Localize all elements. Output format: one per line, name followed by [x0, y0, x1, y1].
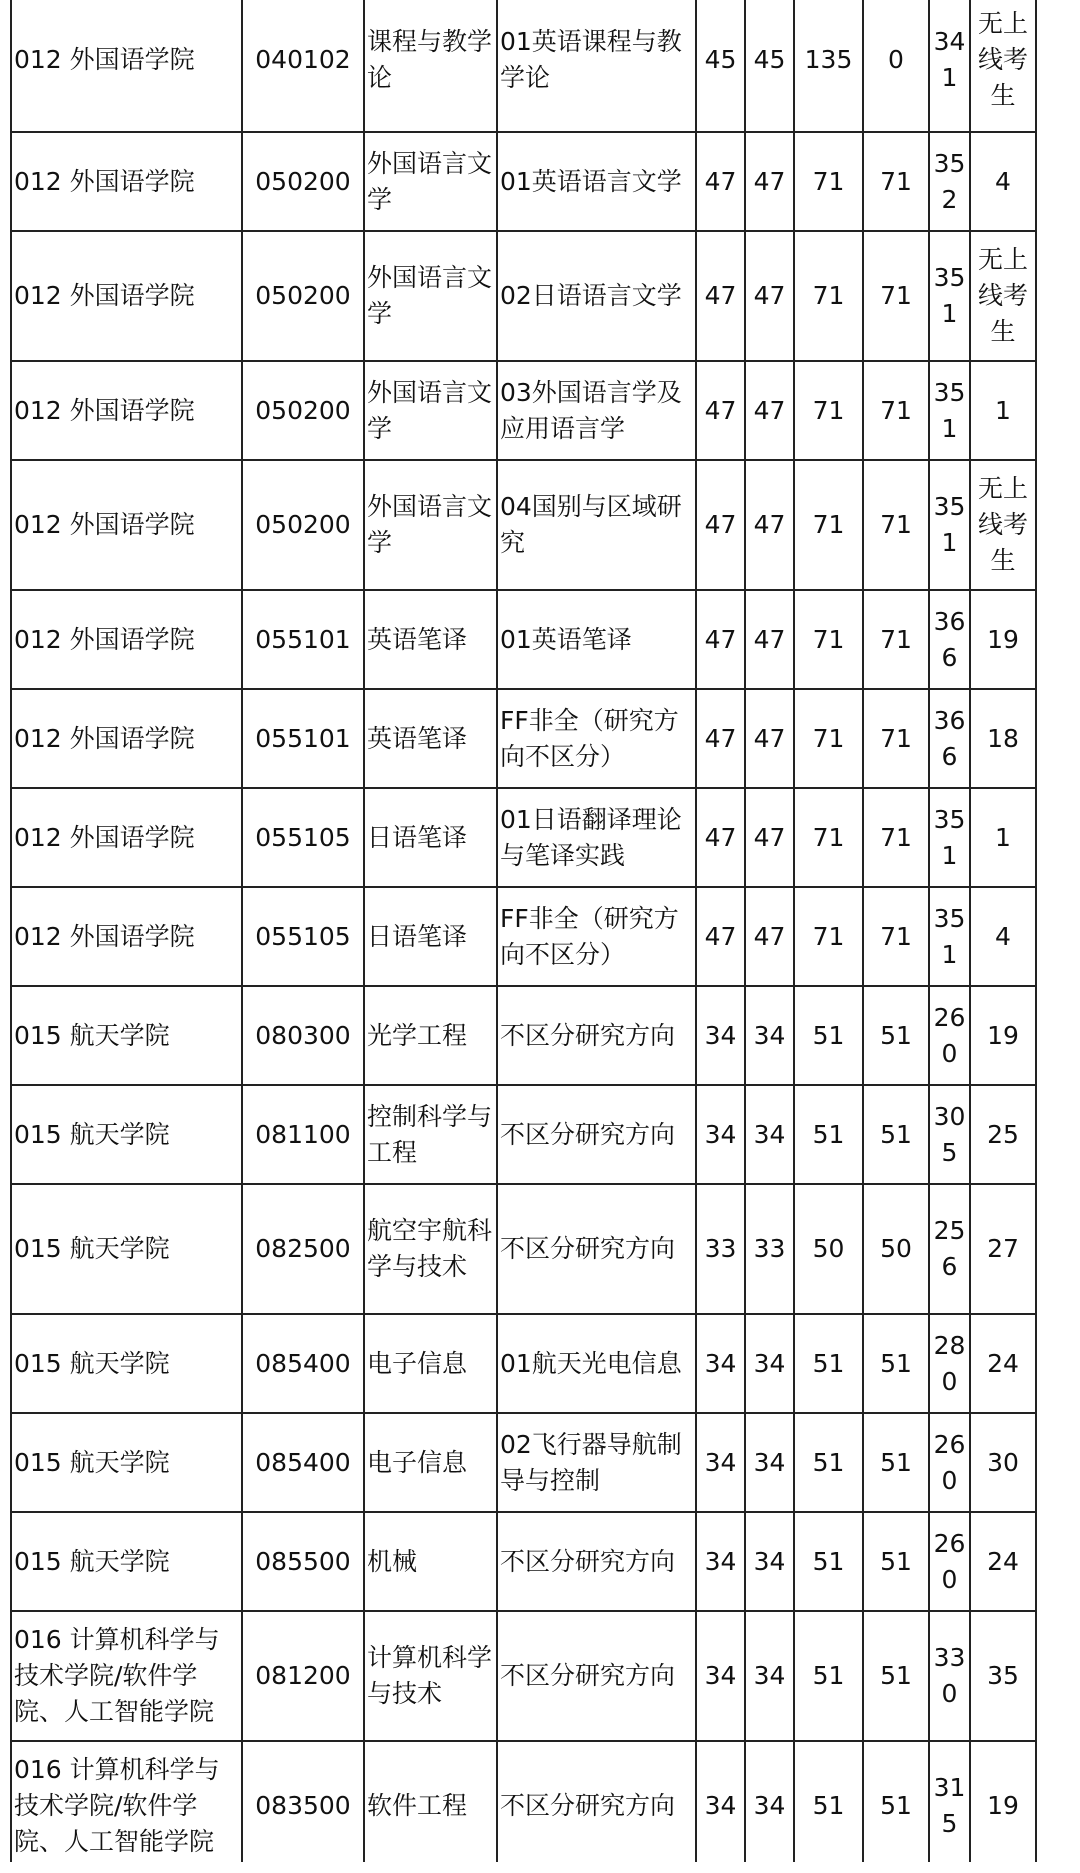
qualified-count-cell: 27 — [970, 1184, 1036, 1314]
major-code-cell: 085400 — [242, 1314, 364, 1413]
table-body — [11, 0, 1036, 1871]
score-1-cell: 34 — [696, 1314, 745, 1413]
major-code-cell: 081200 — [242, 1611, 364, 1741]
direction-cell: 01英语课程与教学论 — [497, 0, 696, 132]
college-cell: 015 航天学院 — [11, 1085, 242, 1184]
score-4-cell: 51 — [863, 1085, 929, 1184]
direction-cell: 01英语笔译 — [497, 590, 696, 689]
score-1-cell: 34 — [696, 1512, 745, 1611]
qualified-count-cell: 24 — [970, 1314, 1036, 1413]
major-name-cell: 电子信息 — [364, 1413, 497, 1512]
table-row — [11, 689, 1036, 788]
total-score-cell: 351 — [929, 887, 970, 986]
college-cell: 015 航天学院 — [11, 1512, 242, 1611]
college-cell: 015 航天学院 — [11, 986, 242, 1085]
major-name-cell: 课程与教学论 — [364, 0, 497, 132]
major-code-cell: 050200 — [242, 460, 364, 590]
score-3-cell: 51 — [794, 1512, 863, 1611]
direction-cell: 不区分研究方向 — [497, 1741, 696, 1871]
score-1-cell: 47 — [696, 132, 745, 231]
table-row — [11, 1512, 1036, 1611]
score-3-cell: 71 — [794, 887, 863, 986]
score-2-cell: 47 — [745, 231, 794, 361]
score-4-cell: 71 — [863, 460, 929, 590]
major-code-cell: 040102 — [242, 0, 364, 132]
score-3-cell: 51 — [794, 986, 863, 1085]
college-cell: 016 计算机科学与技术学院/软件学院、人工智能学院 — [11, 1611, 242, 1741]
college-cell: 012 外国语学院 — [11, 460, 242, 590]
table-row — [11, 590, 1036, 689]
score-3-cell: 71 — [794, 460, 863, 590]
major-name-cell: 电子信息 — [364, 1314, 497, 1413]
college-cell: 012 外国语学院 — [11, 231, 242, 361]
score-2-cell: 47 — [745, 460, 794, 590]
total-score-cell: 256 — [929, 1184, 970, 1314]
major-code-cell: 085500 — [242, 1512, 364, 1611]
direction-cell: 04国别与区域研究 — [497, 460, 696, 590]
score-1-cell: 33 — [696, 1184, 745, 1314]
table-row — [11, 361, 1036, 460]
total-score-cell: 351 — [929, 460, 970, 590]
score-1-cell: 47 — [696, 590, 745, 689]
major-name-cell: 光学工程 — [364, 986, 497, 1085]
score-3-cell: 71 — [794, 788, 863, 887]
total-score-cell: 341 — [929, 0, 970, 132]
total-score-cell: 351 — [929, 361, 970, 460]
college-cell: 012 外国语学院 — [11, 689, 242, 788]
college-cell: 012 外国语学院 — [11, 590, 242, 689]
score-4-cell: 71 — [863, 887, 929, 986]
score-4-cell: 71 — [863, 361, 929, 460]
score-2-cell: 47 — [745, 361, 794, 460]
qualified-count-cell: 19 — [970, 986, 1036, 1085]
direction-cell: FF非全（研究方向不区分） — [497, 887, 696, 986]
major-name-cell: 机械 — [364, 1512, 497, 1611]
score-2-cell: 34 — [745, 1512, 794, 1611]
score-3-cell: 51 — [794, 1741, 863, 1871]
qualified-count-cell: 19 — [970, 590, 1036, 689]
major-name-cell: 外国语言文学 — [364, 231, 497, 361]
score-1-cell: 34 — [696, 1413, 745, 1512]
score-2-cell: 33 — [745, 1184, 794, 1314]
college-cell: 012 外国语学院 — [11, 361, 242, 460]
total-score-cell: 260 — [929, 1413, 970, 1512]
direction-cell: 01日语翻译理论与笔译实践 — [497, 788, 696, 887]
score-4-cell: 71 — [863, 590, 929, 689]
score-2-cell: 34 — [745, 1611, 794, 1741]
score-4-cell: 0 — [863, 0, 929, 132]
major-name-cell: 控制科学与工程 — [364, 1085, 497, 1184]
score-2-cell: 47 — [745, 788, 794, 887]
qualified-count-cell: 30 — [970, 1413, 1036, 1512]
major-code-cell: 050200 — [242, 132, 364, 231]
major-code-cell: 080300 — [242, 986, 364, 1085]
direction-cell: 02飞行器导航制导与控制 — [497, 1413, 696, 1512]
major-code-cell: 083500 — [242, 1741, 364, 1871]
score-2-cell: 34 — [745, 1413, 794, 1512]
score-line-table — [10, 0, 1037, 1872]
total-score-cell: 260 — [929, 986, 970, 1085]
qualified-count-cell: 18 — [970, 689, 1036, 788]
score-3-cell: 135 — [794, 0, 863, 132]
score-1-cell: 34 — [696, 986, 745, 1085]
qualified-count-cell: 24 — [970, 1512, 1036, 1611]
total-score-cell: 330 — [929, 1611, 970, 1741]
qualified-count-cell: 无上线考生 — [970, 460, 1036, 590]
college-cell: 012 外国语学院 — [11, 788, 242, 887]
table-row — [11, 460, 1036, 590]
score-2-cell: 45 — [745, 0, 794, 132]
total-score-cell: 315 — [929, 1741, 970, 1871]
college-cell: 015 航天学院 — [11, 1314, 242, 1413]
table-row — [11, 1611, 1036, 1741]
score-2-cell: 34 — [745, 986, 794, 1085]
table-row — [11, 986, 1036, 1085]
direction-cell: 不区分研究方向 — [497, 1512, 696, 1611]
score-4-cell: 50 — [863, 1184, 929, 1314]
table-row — [11, 887, 1036, 986]
direction-cell: 不区分研究方向 — [497, 1085, 696, 1184]
score-1-cell: 47 — [696, 361, 745, 460]
college-cell: 012 外国语学院 — [11, 132, 242, 231]
qualified-count-cell: 4 — [970, 887, 1036, 986]
qualified-count-cell: 无上线考生 — [970, 0, 1036, 132]
score-1-cell: 45 — [696, 0, 745, 132]
score-2-cell: 34 — [745, 1741, 794, 1871]
score-2-cell: 47 — [745, 590, 794, 689]
score-4-cell: 51 — [863, 986, 929, 1085]
score-2-cell: 47 — [745, 689, 794, 788]
direction-cell: 01英语语言文学 — [497, 132, 696, 231]
score-4-cell: 51 — [863, 1741, 929, 1871]
score-4-cell: 71 — [863, 788, 929, 887]
score-3-cell: 71 — [794, 231, 863, 361]
score-3-cell: 71 — [794, 689, 863, 788]
score-1-cell: 34 — [696, 1085, 745, 1184]
score-2-cell: 47 — [745, 132, 794, 231]
table-row — [11, 1085, 1036, 1184]
major-code-cell: 085400 — [242, 1413, 364, 1512]
score-1-cell: 47 — [696, 460, 745, 590]
table-row — [11, 1184, 1036, 1314]
total-score-cell: 352 — [929, 132, 970, 231]
qualified-count-cell: 19 — [970, 1741, 1036, 1871]
total-score-cell: 366 — [929, 689, 970, 788]
major-name-cell: 软件工程 — [364, 1741, 497, 1871]
direction-cell: 不区分研究方向 — [497, 1184, 696, 1314]
major-name-cell: 日语笔译 — [364, 887, 497, 986]
score-3-cell: 71 — [794, 590, 863, 689]
table-row — [11, 0, 1036, 132]
score-1-cell: 47 — [696, 689, 745, 788]
college-cell: 016 计算机科学与技术学院/软件学院、人工智能学院 — [11, 1741, 242, 1871]
score-3-cell: 71 — [794, 132, 863, 231]
table-row — [11, 132, 1036, 231]
score-2-cell: 34 — [745, 1314, 794, 1413]
major-name-cell: 计算机科学与技术 — [364, 1611, 497, 1741]
score-3-cell: 50 — [794, 1184, 863, 1314]
major-name-cell: 英语笔译 — [364, 689, 497, 788]
major-code-cell: 082500 — [242, 1184, 364, 1314]
major-code-cell: 050200 — [242, 231, 364, 361]
total-score-cell: 366 — [929, 590, 970, 689]
table-row — [11, 788, 1036, 887]
major-code-cell: 081100 — [242, 1085, 364, 1184]
college-cell: 012 外国语学院 — [11, 887, 242, 986]
total-score-cell: 305 — [929, 1085, 970, 1184]
qualified-count-cell: 1 — [970, 788, 1036, 887]
score-3-cell: 51 — [794, 1085, 863, 1184]
direction-cell: FF非全（研究方向不区分） — [497, 689, 696, 788]
score-4-cell: 71 — [863, 132, 929, 231]
direction-cell: 03外国语言学及应用语言学 — [497, 361, 696, 460]
score-3-cell: 51 — [794, 1611, 863, 1741]
score-1-cell: 47 — [696, 788, 745, 887]
score-4-cell: 51 — [863, 1314, 929, 1413]
major-name-cell: 外国语言文学 — [364, 132, 497, 231]
direction-cell: 不区分研究方向 — [497, 986, 696, 1085]
score-3-cell: 51 — [794, 1413, 863, 1512]
total-score-cell: 260 — [929, 1512, 970, 1611]
score-2-cell: 34 — [745, 1085, 794, 1184]
score-1-cell: 34 — [696, 1741, 745, 1871]
major-name-cell: 日语笔译 — [364, 788, 497, 887]
direction-cell: 01航天光电信息 — [497, 1314, 696, 1413]
qualified-count-cell: 无上线考生 — [970, 231, 1036, 361]
direction-cell: 不区分研究方向 — [497, 1611, 696, 1741]
college-cell: 015 航天学院 — [11, 1184, 242, 1314]
qualified-count-cell: 25 — [970, 1085, 1036, 1184]
qualified-count-cell: 4 — [970, 132, 1036, 231]
score-3-cell: 51 — [794, 1314, 863, 1413]
major-name-cell: 英语笔译 — [364, 590, 497, 689]
major-name-cell: 外国语言文学 — [364, 361, 497, 460]
score-4-cell: 71 — [863, 689, 929, 788]
score-4-cell: 51 — [863, 1413, 929, 1512]
table-row — [11, 1413, 1036, 1512]
bottom-page-edge — [0, 1862, 1080, 1873]
major-name-cell: 外国语言文学 — [364, 460, 497, 590]
major-code-cell: 055101 — [242, 689, 364, 788]
major-code-cell: 055105 — [242, 887, 364, 986]
score-2-cell: 47 — [745, 887, 794, 986]
major-code-cell: 050200 — [242, 361, 364, 460]
direction-cell: 02日语语言文学 — [497, 231, 696, 361]
total-score-cell: 280 — [929, 1314, 970, 1413]
major-name-cell: 航空宇航科学与技术 — [364, 1184, 497, 1314]
college-cell: 015 航天学院 — [11, 1413, 242, 1512]
score-1-cell: 34 — [696, 1611, 745, 1741]
qualified-count-cell: 35 — [970, 1611, 1036, 1741]
table-row — [11, 1741, 1036, 1871]
score-1-cell: 47 — [696, 231, 745, 361]
table-row — [11, 1314, 1036, 1413]
total-score-cell: 351 — [929, 788, 970, 887]
score-4-cell: 51 — [863, 1611, 929, 1741]
score-3-cell: 71 — [794, 361, 863, 460]
major-code-cell: 055101 — [242, 590, 364, 689]
total-score-cell: 351 — [929, 231, 970, 361]
score-1-cell: 47 — [696, 887, 745, 986]
qualified-count-cell: 1 — [970, 361, 1036, 460]
table-row — [11, 231, 1036, 361]
major-code-cell: 055105 — [242, 788, 364, 887]
score-4-cell: 71 — [863, 231, 929, 361]
college-cell: 012 外国语学院 — [11, 0, 242, 132]
score-4-cell: 51 — [863, 1512, 929, 1611]
